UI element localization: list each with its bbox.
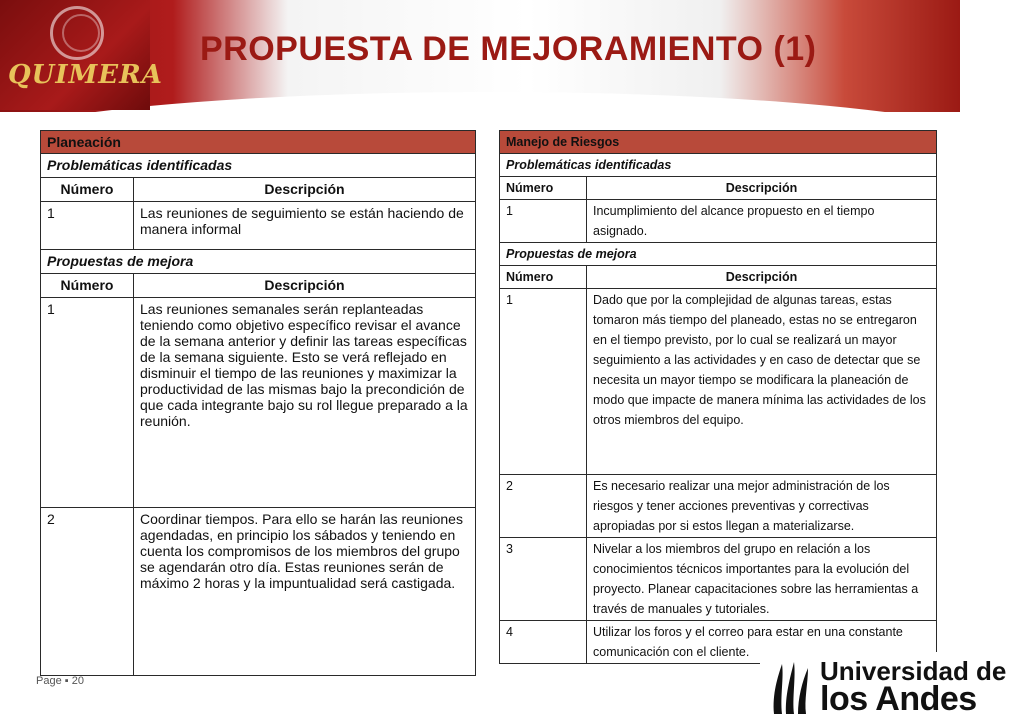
header-band bbox=[0, 0, 960, 112]
row-description: Incumplimiento del alcance propuesto en el tiempo asignado. bbox=[587, 200, 937, 243]
table-row bbox=[500, 289, 937, 475]
header-row bbox=[500, 177, 937, 200]
row-number: 3 bbox=[500, 538, 587, 621]
problems-label: Problemáticas identificadas bbox=[41, 154, 476, 178]
problems-label-row bbox=[500, 154, 937, 177]
section-title: Planeación bbox=[41, 131, 476, 154]
proposals-label-row bbox=[500, 243, 937, 266]
proposals-label-row bbox=[41, 250, 476, 274]
col-description-header: Descripción bbox=[587, 177, 937, 200]
row-description: Las reuniones semanales serán replanteadas teniendo como objetivo específico revisar el avance de la semana anterior y definir las tareas específicas de la semana siguiente. Esto se verá reflejado en disminuir el tiempo de las reuniones y maximizar la productividad de las mismas bajo la precondición de que cada integrante bajo su rol llegue preparado a la reunión. bbox=[134, 298, 476, 508]
row-number: 4 bbox=[500, 621, 587, 664]
row-description: Nivelar a los miembros del grupo en relación a los conocimientos técnicos importantes para la evolución del proyecto. Planear capacitaciones sobre las herramientas a través de manuales y tutoriales. bbox=[587, 538, 937, 621]
row-number: 1 bbox=[500, 289, 587, 475]
swirl-inner-icon bbox=[62, 14, 100, 52]
row-description: Utilizar los foros y el correo para estar en una constante comunicación con el cliente. bbox=[587, 621, 937, 664]
row-description: Las reuniones de seguimiento se están haciendo de manera informal bbox=[134, 202, 476, 250]
section-row bbox=[500, 131, 937, 154]
table-row bbox=[41, 298, 476, 508]
andes-mark-icon bbox=[768, 658, 816, 716]
col-number-header: Número bbox=[41, 178, 134, 202]
header-row bbox=[41, 274, 476, 298]
problems-label-row bbox=[41, 154, 476, 178]
table-row bbox=[500, 538, 937, 621]
table-row bbox=[500, 475, 937, 538]
row-number: 1 bbox=[500, 200, 587, 243]
row-number: 1 bbox=[41, 202, 134, 250]
riesgos-table bbox=[499, 130, 937, 664]
col-number-header: Número bbox=[500, 266, 587, 289]
page-number: Page ▪ 20 bbox=[36, 675, 84, 687]
section-row bbox=[41, 131, 476, 154]
university-name-line2: los Andes bbox=[820, 680, 977, 718]
header-row bbox=[500, 266, 937, 289]
header-row bbox=[41, 178, 476, 202]
col-number-header: Número bbox=[500, 177, 587, 200]
col-description-header: Descripción bbox=[587, 266, 937, 289]
universidad-logo bbox=[760, 652, 1007, 720]
col-description-header: Descripción bbox=[134, 178, 476, 202]
logo-text: QUIMERA bbox=[8, 60, 163, 90]
table-row bbox=[41, 202, 476, 250]
row-number: 2 bbox=[500, 475, 587, 538]
row-number: 1 bbox=[41, 298, 134, 508]
section-title: Manejo de Riesgos bbox=[500, 131, 937, 154]
university-name-line1: Universidad de bbox=[820, 656, 1007, 686]
table-row bbox=[41, 508, 476, 676]
problems-label: Problemáticas identificadas bbox=[500, 154, 937, 177]
col-number-header: Número bbox=[41, 274, 134, 298]
proposals-label: Propuestas de mejora bbox=[41, 250, 476, 274]
row-description: Es necesario realizar una mejor administración de los riesgos y tener acciones preventivas y correctivas apropiadas por si estos llegan a materializarse. bbox=[587, 475, 937, 538]
row-description: Coordinar tiempos. Para ello se harán las reuniones agendadas, en principio los sábados y teniendo en cuenta los compromisos de los miembros del grupo se agendarán otro día. Estas reuniones serán de máximo 2 horas y la impuntualidad será castigada. bbox=[134, 508, 476, 676]
row-number: 2 bbox=[41, 508, 134, 676]
col-description-header: Descripción bbox=[134, 274, 476, 298]
quimera-logo bbox=[0, 0, 163, 110]
row-description: Dado que por la complejidad de algunas tareas, estas tomaron más tiempo del planeado, estas no se entregaron en el tiempo previsto, por lo cual se realizará un mayor seguimiento a las actividades y en caso de detectar que se necesita un mayor tiempo se modificara la planeación de modo que impacte de manera mínima las actividades de los otros miembros del equipo. bbox=[587, 289, 937, 475]
planeacion-table bbox=[40, 130, 476, 676]
proposals-label: Propuestas de mejora bbox=[500, 243, 937, 266]
page-title: PROPUESTA DE MEJORAMIENTO (1) bbox=[200, 30, 817, 68]
table-row bbox=[500, 200, 937, 243]
